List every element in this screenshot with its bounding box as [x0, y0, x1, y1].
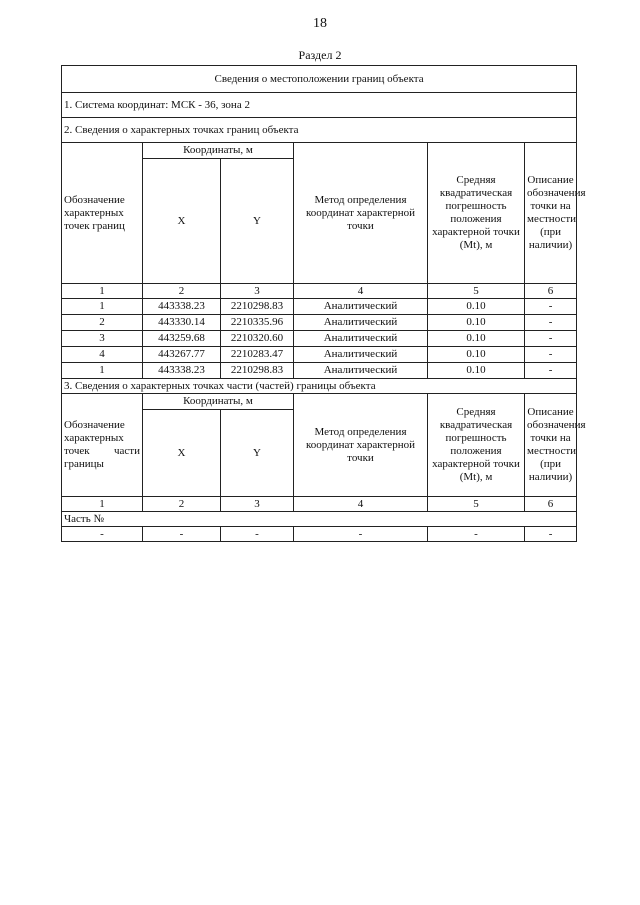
column-numbers-row-part	[62, 497, 577, 512]
part-label: Часть №	[62, 512, 577, 527]
cell-x: 443267.77	[143, 347, 221, 363]
cell-empty: -	[525, 527, 577, 542]
cell-empty: -	[143, 527, 221, 542]
cell-point: 4	[62, 347, 143, 363]
block1-heading: 2. Сведения о характерных точках границ объекта	[62, 118, 577, 143]
cell-y: 2210298.83	[221, 363, 294, 379]
column-numbers-row	[62, 284, 577, 299]
cell-empty: -	[428, 527, 525, 542]
col-description-part: Описание обозначения точки на местности (при наличии)	[525, 394, 577, 497]
cell-method: Аналитический	[294, 315, 428, 331]
col-y-part: Y	[221, 410, 294, 497]
col-error-part: Средняя квадратическая погрешность положения характерной точки (Mt), м	[428, 394, 525, 497]
cell-point: 1	[62, 299, 143, 315]
column-number: 1	[62, 284, 143, 299]
column-number: 1	[62, 497, 143, 512]
col-coords: Координаты, м	[143, 143, 294, 159]
col-y: Y	[221, 159, 294, 284]
cell-point: 3	[62, 331, 143, 347]
cell-x: 443330.14	[143, 315, 221, 331]
cell-x: 443259.68	[143, 331, 221, 347]
column-number: 3	[221, 497, 294, 512]
cell-description: -	[525, 363, 577, 379]
cell-method: Аналитический	[294, 299, 428, 315]
column-number: 2	[143, 284, 221, 299]
table-row	[62, 347, 577, 363]
table-row	[62, 527, 577, 542]
col-error: Средняя квадратическая погрешность положения характерной точки (Mt), м	[428, 143, 525, 284]
cell-y: 2210283.47	[221, 347, 294, 363]
page-number: 18	[313, 16, 327, 31]
block2-heading: 3. Сведения о характерных точках части (частей) границы объекта	[62, 379, 577, 394]
column-number: 2	[143, 497, 221, 512]
table-row	[62, 299, 577, 315]
col-description: Описание обозначения точки на местности (при наличии)	[525, 143, 577, 284]
cell-empty: -	[62, 527, 143, 542]
column-number: 5	[428, 497, 525, 512]
cell-empty: -	[294, 527, 428, 542]
cell-x: 443338.23	[143, 363, 221, 379]
cell-error: 0.10	[428, 331, 525, 347]
cell-description: -	[525, 331, 577, 347]
table-row	[62, 363, 577, 379]
cell-point: 2	[62, 315, 143, 331]
cell-error: 0.10	[428, 363, 525, 379]
cell-method: Аналитический	[294, 363, 428, 379]
col-designation: Обозначение характерных точек границ	[62, 143, 143, 284]
column-number: 4	[294, 284, 428, 299]
cell-y: 2210335.96	[221, 315, 294, 331]
cell-empty: -	[221, 527, 294, 542]
cell-error: 0.10	[428, 347, 525, 363]
cell-description: -	[525, 347, 577, 363]
table-row	[62, 331, 577, 347]
cell-description: -	[525, 315, 577, 331]
column-number: 6	[525, 497, 577, 512]
table-title: Сведения о местоположении границ объекта	[62, 66, 577, 93]
cell-x: 443338.23	[143, 299, 221, 315]
col-method-part: Метод определения координат характерной точки	[294, 394, 428, 497]
col-x: X	[143, 159, 221, 284]
table-row	[62, 315, 577, 331]
cell-description: -	[525, 299, 577, 315]
col-coords-part: Координаты, м	[143, 394, 294, 410]
section-title: Раздел 2	[298, 48, 342, 62]
cell-error: 0.10	[428, 315, 525, 331]
cell-method: Аналитический	[294, 347, 428, 363]
cell-error: 0.10	[428, 299, 525, 315]
cell-y: 2210320.60	[221, 331, 294, 347]
column-number: 3	[221, 284, 294, 299]
column-number: 4	[294, 497, 428, 512]
cell-method: Аналитический	[294, 331, 428, 347]
column-number: 5	[428, 284, 525, 299]
col-designation-part: Обозначение характерных точек части границы	[62, 394, 143, 497]
column-number: 6	[525, 284, 577, 299]
cell-y: 2210298.83	[221, 299, 294, 315]
coord-system: 1. Система координат: МСК - 36, зона 2	[62, 93, 577, 118]
col-method: Метод определения координат характерной точки	[294, 143, 428, 284]
cell-point: 1	[62, 363, 143, 379]
boundary-table	[61, 65, 586, 542]
col-x-part: X	[143, 410, 221, 497]
